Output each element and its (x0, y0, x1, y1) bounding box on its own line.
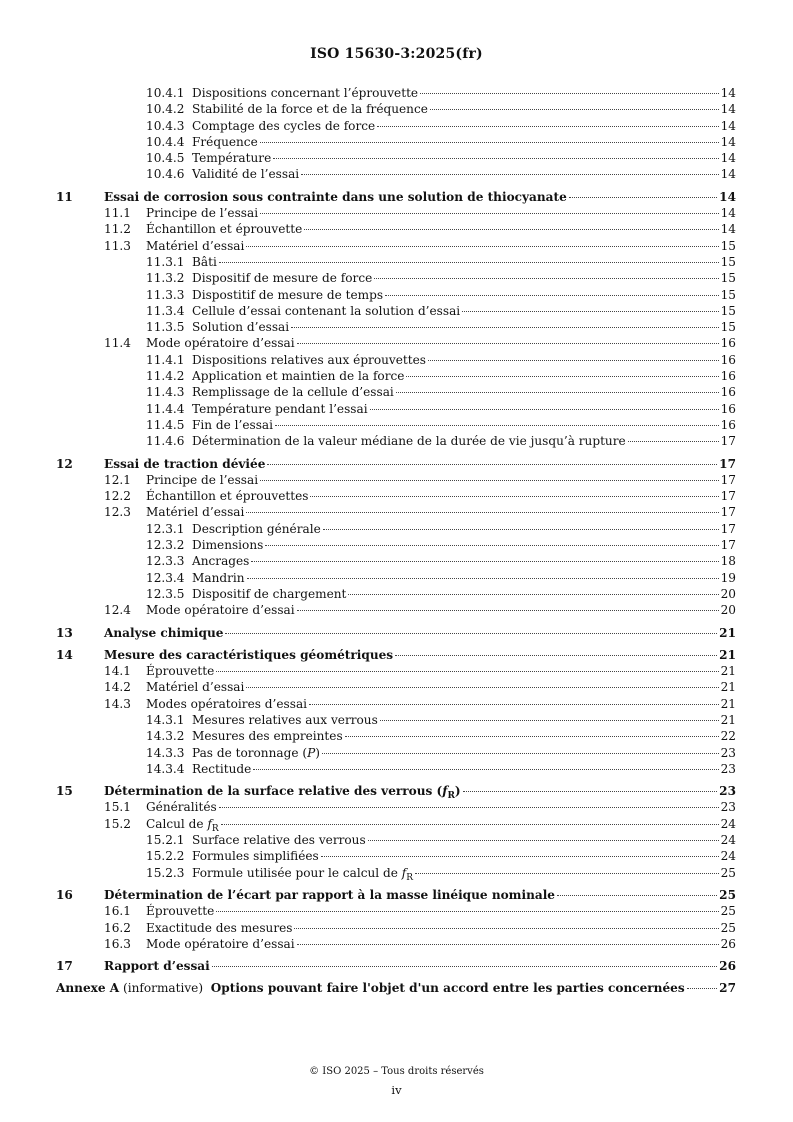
leader-dots (219, 262, 719, 263)
toc-entry-11-3-5[interactable]: 11.3.5 Solution d’essai 15 (146, 320, 736, 335)
leader-dots (430, 109, 719, 110)
leader-dots (246, 246, 718, 247)
leader-dots (219, 807, 719, 808)
leader-dots (260, 480, 719, 481)
leader-dots (385, 295, 719, 296)
toc-entry-11-4-1[interactable]: 11.4.1 Dispositions relatives aux éprouvettes 16 (146, 352, 736, 367)
toc-entry-10-4-2[interactable]: 10.4.2 Stabilité de la force et de la fréquence 14 (146, 102, 736, 117)
leader-dots (253, 769, 718, 770)
document-header: ISO 15630-3:2025(fr) (310, 46, 483, 62)
leader-dots (216, 911, 718, 912)
leader-dots (304, 229, 718, 230)
toc-entry-11-3-1[interactable]: 11.3.1 Bâti 15 (146, 254, 736, 269)
toc-section-14[interactable]: 14 Mesure des caractéristiques géométriques 21 (56, 647, 736, 662)
toc-annex-a[interactable]: Annexe A (informative) Options pouvant faire l'objet d'un accord entre les parties concernées 27 (56, 981, 736, 996)
toc-entry-11-2[interactable]: 11.2 Échantillon et éprouvette 14 (104, 222, 736, 237)
leader-dots (687, 988, 717, 989)
toc-entry-15-2-1[interactable]: 15.2.1 Surface relative des verrous 24 (146, 833, 736, 848)
leader-dots (428, 360, 719, 361)
leader-dots (374, 278, 718, 279)
leader-dots (212, 966, 717, 967)
leader-dots (370, 409, 719, 410)
page-number: iv (391, 1083, 402, 1097)
toc-entry-14-3-1[interactable]: 14.3.1 Mesures relatives aux verrous 21 (146, 712, 736, 727)
toc-entry-16-1[interactable]: 16.1 Éprouvette 25 (104, 904, 736, 919)
toc-entry-15-2-2[interactable]: 15.2.2 Formules simplifiées 24 (146, 849, 736, 864)
toc-entry-15-2-3[interactable]: 15.2.3 Formule utilisée pour le calcul de $f_R$ 25 (146, 865, 736, 883)
toc-section-16[interactable]: 16 Détermination de l’écart par rapport à la masse linéique nominale 25 (56, 887, 736, 902)
toc-entry-16-3[interactable]: 16.3 Mode opératoire d’essai 26 (104, 936, 736, 951)
leader-dots (345, 736, 719, 737)
toc-entry-11-3-3[interactable]: 11.3.3 Dispostitif de mesure de temps 15 (146, 287, 736, 302)
toc-entry-12-3[interactable]: 12.3 Matériel d’essai 17 (104, 505, 736, 520)
leader-dots (395, 655, 717, 656)
toc-entry-12-1[interactable]: 12.1 Principe de l’essai 17 (104, 472, 736, 487)
toc-entry-14-2[interactable]: 14.2 Matériel d’essai 21 (104, 680, 736, 695)
leader-dots (309, 704, 719, 705)
leader-dots (260, 142, 719, 143)
leader-dots (260, 213, 719, 214)
toc-entry-14-1[interactable]: 14.1 Éprouvette 21 (104, 664, 736, 679)
toc-entry-14-3-3[interactable]: 14.3.3 Pas de toronnage (P) 23 (146, 745, 736, 760)
leader-dots (348, 594, 718, 595)
toc-entry-12-4[interactable]: 12.4 Mode opératoire d’essai 20 (104, 603, 736, 618)
leader-dots (246, 512, 718, 513)
toc-entry-10-4-1[interactable]: 10.4.1 Dispositions concernant l’éprouvette 14 (146, 86, 736, 100)
leader-dots (297, 343, 719, 344)
toc-entry-11-4[interactable]: 11.4 Mode opératoire d’essai 16 (104, 336, 736, 351)
leader-dots (275, 425, 719, 426)
toc-entry-14-3-2[interactable]: 14.3.2 Mesures des empreintes 22 (146, 729, 736, 744)
leader-dots (265, 545, 718, 546)
leader-dots (420, 93, 719, 94)
toc-section-11[interactable]: 11 Essai de corrosion sous contrainte dans une solution de thiocyanate 14 (56, 189, 736, 204)
toc-entry-10-4-4[interactable]: 10.4.4 Fréquence 14 (146, 134, 736, 149)
copyright-notice: © ISO 2025 – Tous droits réservés (309, 1066, 484, 1077)
toc-entry-12-3-3[interactable]: 12.3.3 Ancrages 18 (146, 554, 736, 569)
leader-dots (247, 578, 719, 579)
toc-entry-11-4-3[interactable]: 11.4.3 Remplissage de la cellule d’essai 16 (146, 385, 736, 400)
leader-dots (273, 158, 718, 159)
leader-dots (569, 197, 717, 198)
toc-entry-12-3-5[interactable]: 12.3.5 Dispositif de chargement 20 (146, 586, 736, 601)
leader-dots (297, 610, 719, 611)
leader-dots (396, 392, 719, 393)
toc-section-15[interactable]: 15 Détermination de la surface relative des verrous $(f_R)$ 23 (56, 784, 736, 802)
toc-entry-15-1[interactable]: 15.1 Généralités 23 (104, 800, 736, 815)
leader-dots (377, 126, 718, 127)
leader-dots (323, 529, 719, 530)
leader-dots (216, 671, 718, 672)
toc-entry-12-3-2[interactable]: 12.3.2 Dimensions 17 (146, 538, 736, 553)
toc-entry-16-2[interactable]: 16.2 Exactitude des mesures 25 (104, 920, 736, 935)
table-of-contents (56, 85, 736, 997)
leader-dots (251, 561, 718, 562)
leader-dots (267, 464, 717, 465)
toc-entry-11-3-4[interactable]: 11.3.4 Cellule d’essai contenant la solution d’essai 15 (146, 303, 736, 318)
leader-dots (557, 895, 717, 896)
toc-entry-11-3[interactable]: 11.3 Matériel d’essai 15 (104, 238, 736, 253)
toc-entry-12-2[interactable]: 12.2 Échantillon et éprouvettes 17 (104, 489, 736, 504)
leader-dots (297, 944, 719, 945)
toc-entry-10-4-6[interactable]: 10.4.6 Validité de l’essai 14 (146, 167, 736, 182)
leader-dots (380, 720, 719, 721)
toc-entry-14-3-4[interactable]: 14.3.4 Rectitude 23 (146, 761, 736, 776)
leader-dots (301, 174, 718, 175)
leader-dots (462, 311, 718, 312)
leader-dots (225, 633, 717, 634)
leader-dots (368, 840, 719, 841)
leader-dots (322, 753, 719, 754)
toc-entry-11-4-2[interactable]: 11.4.2 Application et maintien de la force 16 (146, 369, 736, 384)
toc-entry-14-3[interactable]: 14.3 Modes opératoires d’essai 21 (104, 696, 736, 711)
leader-dots (321, 856, 719, 857)
toc-entry-12-3-4[interactable]: 12.3.4 Mandrin 19 (146, 570, 736, 585)
leader-dots (628, 441, 719, 442)
toc-section-13[interactable]: 13 Analyse chimique 21 (56, 625, 736, 640)
leader-dots (406, 376, 718, 377)
toc-section-17[interactable]: 17 Rapport d’essai 26 (56, 959, 736, 974)
leader-dots (246, 687, 718, 688)
toc-section-12[interactable]: 12 Essai de traction déviée 17 (56, 456, 736, 471)
toc-entry-11-3-2[interactable]: 11.3.2 Dispositif de mesure de force 15 (146, 271, 736, 286)
leader-dots (415, 873, 719, 874)
leader-dots (310, 496, 718, 497)
leader-dots (463, 791, 718, 792)
leader-dots (221, 824, 719, 825)
leader-dots (294, 928, 718, 929)
toc-entry-12-3-1[interactable]: 12.3.1 Description générale 17 (146, 521, 736, 536)
toc-entry-11-1[interactable]: 11.1 Principe de l’essai 14 (104, 206, 736, 221)
toc-entry-11-4-4[interactable]: 11.4.4 Température pendant l’essai 16 (146, 401, 736, 416)
toc-entry-15-2[interactable]: 15.2 Calcul de $f_R$ 24 (104, 816, 736, 834)
toc-entry-11-4-6[interactable]: 11.4.6 Détermination de la valeur médiane de la durée de vie jusqu’à rupture 17 (146, 434, 736, 449)
leader-dots (291, 327, 719, 328)
toc-entry-11-4-5[interactable]: 11.4.5 Fin de l’essai 16 (146, 417, 736, 432)
toc-entry-10-4-5[interactable]: 10.4.5 Température 14 (146, 151, 736, 166)
toc-entry-10-4-3[interactable]: 10.4.3 Comptage des cycles de force 14 (146, 118, 736, 133)
